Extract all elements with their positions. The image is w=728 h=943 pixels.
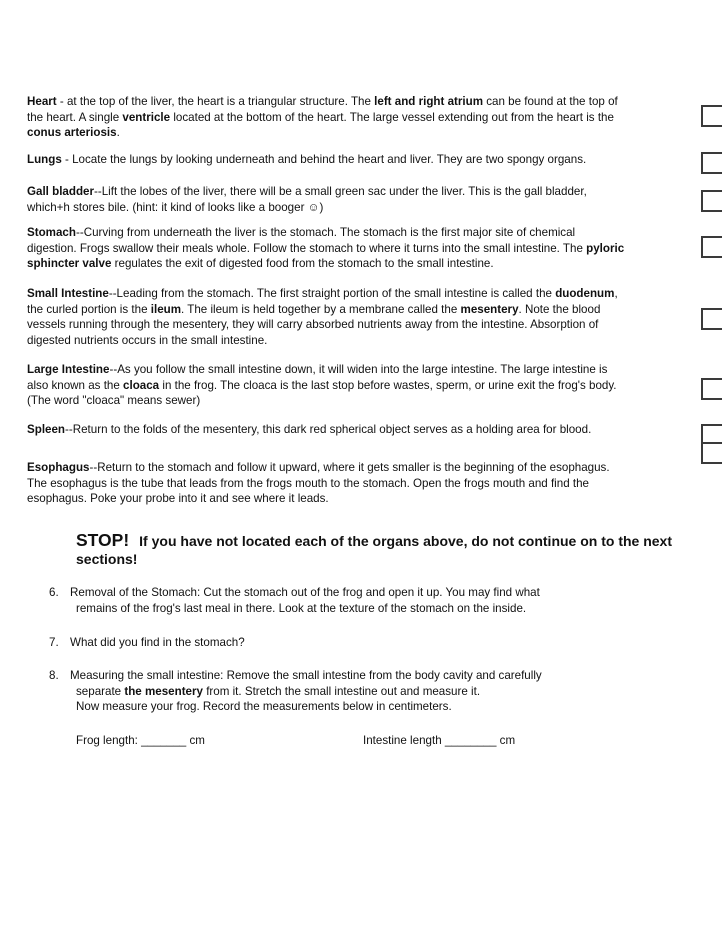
organ-term: Lungs bbox=[27, 153, 62, 166]
organ-gall-bladder bbox=[27, 184, 627, 215]
organ-paragraph bbox=[27, 286, 627, 348]
organ-paragraph bbox=[27, 94, 627, 141]
step-text bbox=[70, 668, 590, 715]
organ-stomach bbox=[27, 225, 627, 272]
organ-keyword: cloaca bbox=[123, 378, 160, 392]
organ-term: Spleen bbox=[27, 423, 66, 436]
step-continuation bbox=[70, 684, 506, 715]
organ-esophagus bbox=[27, 460, 627, 507]
organ-description: --Lift the lobes of the liver, there will be a small green sac under the liver. This is the gall bladder, which+h stores bile. (hint: it kind of looks like a booger ☺) bbox=[27, 185, 587, 214]
organ-keyword: duodenum bbox=[555, 287, 615, 300]
organ-description: regulates the exit of digested food from the stomach to the small intestine. bbox=[111, 257, 494, 271]
stop-word: STOP! bbox=[76, 530, 130, 550]
step-text-post: from it. Stretch the small intestine out and measure it. Now measure your frog. Record the measurements below in centimeters. bbox=[76, 684, 481, 714]
organ-lungs bbox=[27, 152, 627, 168]
organ-description: in the frog. The cloaca is the last stop before wastes, sperm, or urine exit the frog's body. (The word "cloaca" means sewer) bbox=[27, 378, 617, 408]
organ-keyword: mesentery bbox=[460, 302, 519, 316]
organ-description: - Locate the lungs by looking underneath and behind the heart and liver. They are two spongy organs. bbox=[61, 153, 587, 166]
step-text bbox=[70, 585, 590, 616]
organ-paragraph bbox=[27, 225, 627, 272]
organ-small-intestine bbox=[27, 286, 627, 348]
step-line: Measuring the small intestine: Remove the small intestine from the body cavity and carefully bbox=[70, 669, 542, 682]
checkbox-small-intestine[interactable] bbox=[701, 308, 722, 330]
organ-paragraph bbox=[27, 460, 627, 507]
organ-description: --Curving from underneath the liver is the stomach. The stomach is the first major site of chemical digestion. Frogs swallow their meals whole. Follow the stomach to where it turns into the small intestine. The bbox=[27, 226, 587, 255]
step-line: Removal of the Stomach: Cut the stomach out of the frog and open it up. You may find what bbox=[70, 586, 540, 599]
organ-description: . The ileum is held together by a membrane called the bbox=[181, 302, 461, 316]
checkbox-stomach[interactable] bbox=[701, 236, 722, 258]
organ-keyword: pyloric sphincter valve bbox=[27, 241, 625, 271]
step-number: 8. bbox=[49, 669, 59, 682]
organ-description: --As you follow the small intestine down, it will widen into the large intestine. The large intestine is also known as the bbox=[27, 363, 608, 392]
step-text-pre: separate bbox=[76, 684, 125, 698]
organ-large-intestine bbox=[27, 362, 627, 409]
organ-description: --Return to the folds of the mesentery, this dark red spherical object serves as a holding area for blood. bbox=[65, 423, 592, 436]
step-continuation: remains of the frog's last meal in there. Look at the texture of the stomach on the inside. bbox=[76, 601, 527, 615]
organ-description: can be found at the top of the heart. A single bbox=[27, 95, 618, 124]
organ-term: Large Intestine bbox=[27, 363, 110, 376]
organ-paragraph bbox=[27, 362, 627, 409]
organ-keyword: ileum bbox=[150, 302, 182, 316]
step-text: What did you find in the stomach? bbox=[70, 636, 245, 649]
organ-keyword: ventricle bbox=[122, 110, 171, 124]
organ-description: - at the top of the liver, the heart is a triangular structure. The bbox=[56, 95, 375, 108]
step-number: 6. bbox=[49, 586, 59, 599]
organ-term: Gall bladder bbox=[27, 185, 95, 198]
organ-heart bbox=[27, 94, 627, 141]
organ-description: --Return to the stomach and follow it upward, where it gets smaller is the beginning of the esophagus. The esophagus is the tube that leads from the frogs mouth to the stomach. Open the frogs mouth and find the esophagus. Poke your probe into it and see where it leads. bbox=[27, 461, 610, 506]
checkbox-gall-bladder[interactable] bbox=[701, 190, 722, 212]
organ-term: Stomach bbox=[27, 226, 76, 239]
organ-spleen bbox=[27, 422, 627, 438]
stop-message: If you have not located each of the organs above, do not continue on to the next sections! bbox=[76, 533, 672, 567]
organ-paragraph bbox=[27, 422, 627, 438]
checkbox-esophagus[interactable] bbox=[701, 442, 722, 464]
checkbox-large-intestine[interactable] bbox=[701, 378, 722, 400]
frog-length-field[interactable]: Frog length: _______ cm bbox=[76, 734, 205, 747]
organ-description: --Leading from the stomach. The first straight portion of the small intestine is called the bbox=[108, 287, 556, 300]
organ-description: located at the bottom of the heart. The large vessel extending out from the heart is the bbox=[170, 110, 614, 124]
stop-notice bbox=[76, 531, 676, 568]
organ-keyword: conus arteriosis bbox=[27, 126, 117, 140]
organ-keyword: left and right atrium bbox=[374, 95, 484, 108]
checkbox-lungs[interactable] bbox=[701, 152, 722, 174]
organ-paragraph bbox=[27, 184, 627, 215]
organ-description: . bbox=[116, 126, 120, 140]
intestine-length-field[interactable]: Intestine length ________ cm bbox=[363, 734, 516, 747]
organ-term: Esophagus bbox=[27, 461, 90, 474]
organ-paragraph bbox=[27, 152, 627, 168]
organ-description: . Note the blood vessels running through the mesentery, they will carry absorbed nutrients away from the intestine. Absorption of digested nutrients occurs in the small intestine. bbox=[27, 302, 601, 347]
organ-term: Heart bbox=[27, 95, 57, 108]
step-number: 7. bbox=[49, 636, 59, 649]
checkbox-heart[interactable] bbox=[701, 105, 722, 127]
organ-term: Small Intestine bbox=[27, 287, 109, 300]
organ-description: , the curled portion is the bbox=[27, 287, 618, 316]
step-text-bold: the mesentery bbox=[124, 684, 203, 698]
